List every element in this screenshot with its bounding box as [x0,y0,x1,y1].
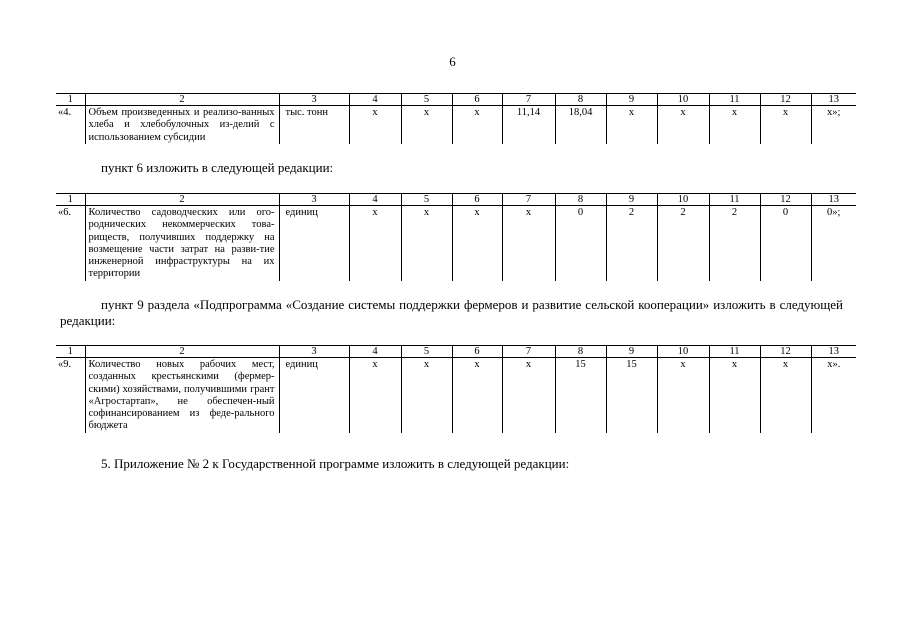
value-cell: х [452,106,502,144]
row-number: «9. [58,359,72,370]
column-header: 12 [760,346,811,358]
indicator-table-3 [56,345,856,433]
column-header: 9 [606,94,657,106]
column-header: 5 [401,194,452,206]
column-header: 4 [349,194,401,206]
column-header: 10 [657,346,709,358]
row-number: «6. [58,207,72,218]
value-cell: 18,04 [555,106,606,144]
column-header: 9 [606,194,657,206]
column-header: 4 [349,346,401,358]
indicator-name: Количество садоводческих или ого-роднических некоммерческих това-риществ, получивших поддержку на возмещение части затрат на разви-тие инженерной инфраструктуры на их территории [85,206,279,281]
table-row [56,106,856,144]
column-header: 1 [56,194,85,206]
value-cell: х [606,106,657,144]
column-header: 3 [279,194,349,206]
value-cell: 11,14 [502,106,555,144]
column-header: 10 [657,194,709,206]
column-header: 11 [709,346,760,358]
value-cell: х [401,358,452,433]
value-cell: х [349,106,401,144]
table-header-row [56,94,856,106]
column-header: 13 [811,94,856,106]
column-header: 8 [555,194,606,206]
column-header: 1 [56,94,85,106]
column-header: 1 [56,346,85,358]
amendment-paragraph: 5. Приложение № 2 к Государственной программе изложить в следующей редакции: [101,456,570,471]
value-cell: х [349,358,401,433]
column-header: 13 [811,346,856,358]
column-header: 2 [85,94,279,106]
indicator-table-1 [56,93,856,144]
table-row [56,206,856,281]
value-cell: х [401,106,452,144]
column-header: 6 [452,346,502,358]
value-cell: х [709,106,760,144]
unit-cell: тыс. тонн [279,106,349,144]
value-cell: х». [811,358,856,433]
value-cell: х [657,106,709,144]
row-number: «4. [58,107,72,118]
indicator-name: Количество новых рабочих мест, созданных крестьянскими (фермер-скими) хозяйствами, получившими грант «Агростартап», не обеспечен-ный софинансированием из феде-рального бюджета [85,358,279,433]
indicator-name: Объем произведенных и реализо-ванных хлеба и хлебобулочных из-делий с использованием субсидии [85,106,279,144]
column-header: 13 [811,194,856,206]
column-header: 10 [657,94,709,106]
table-header-row [56,194,856,206]
table-row [56,358,856,433]
value-cell: 2 [657,206,709,281]
column-header: 5 [401,94,452,106]
value-cell: х [452,358,502,433]
column-header: 2 [85,194,279,206]
column-header: 9 [606,346,657,358]
column-header: 3 [279,94,349,106]
column-header: 12 [760,94,811,106]
column-header: 7 [502,194,555,206]
column-header: 4 [349,94,401,106]
value-cell: х»; [811,106,856,144]
value-cell: х [709,358,760,433]
value-cell: х [760,358,811,433]
page-number: 6 [449,54,456,69]
value-cell: х [502,358,555,433]
value-cell: х [452,206,502,281]
column-header: 3 [279,346,349,358]
value-cell: 2 [606,206,657,281]
value-cell: 0»; [811,206,856,281]
column-header: 7 [502,346,555,358]
amendment-paragraph: пункт 9 раздела «Подпрограмма «Создание системы поддержки фермеров и развитие сельской кооперации» изложить в следующей редакции: [60,297,843,328]
column-header: 11 [709,94,760,106]
column-header: 12 [760,194,811,206]
unit-cell: единиц [279,358,349,433]
column-header: 8 [555,94,606,106]
value-cell: 0 [760,206,811,281]
value-cell: 15 [606,358,657,433]
value-cell: х [760,106,811,144]
column-header: 11 [709,194,760,206]
value-cell: х [657,358,709,433]
column-header: 2 [85,346,279,358]
column-header: 6 [452,94,502,106]
value-cell: 15 [555,358,606,433]
value-cell: 0 [555,206,606,281]
column-header: 8 [555,346,606,358]
value-cell: х [401,206,452,281]
column-header: 5 [401,346,452,358]
column-header: 7 [502,94,555,106]
value-cell: х [349,206,401,281]
amendment-paragraph: пункт 6 изложить в следующей редакции: [101,160,334,175]
unit-cell: единиц [279,206,349,281]
value-cell: 2 [709,206,760,281]
value-cell: х [502,206,555,281]
indicator-table-2 [56,193,856,281]
column-header: 6 [452,194,502,206]
table-header-row [56,346,856,358]
